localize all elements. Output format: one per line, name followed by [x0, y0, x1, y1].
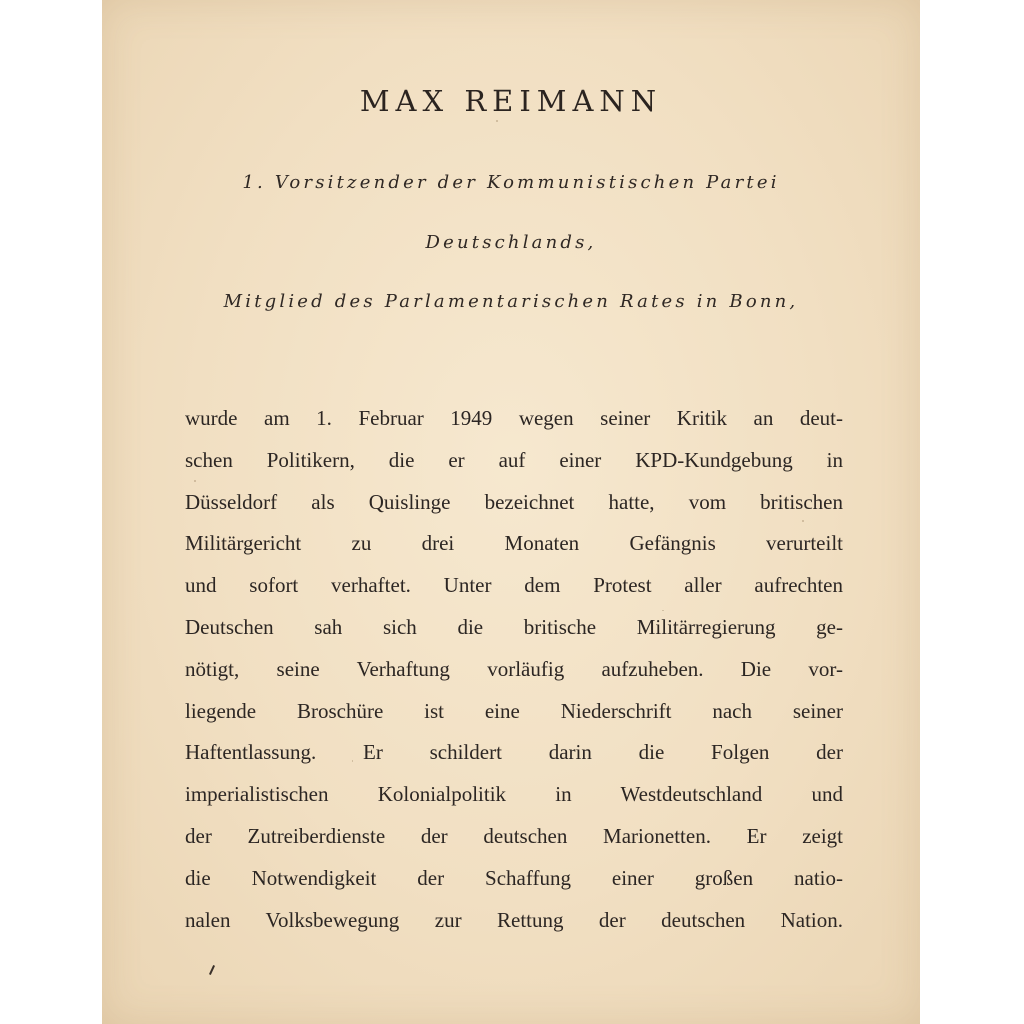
subtitle-line-2: Deutschlands, — [425, 232, 597, 253]
body-line: wurde am 1. Februar 1949 wegen seiner Kritik an deut- — [185, 406, 843, 430]
paper-fleck — [496, 120, 498, 122]
paper-sheet — [102, 0, 920, 1024]
subtitle-line-3: Mitglied des Parlamentarischen Rates in Bonn, — [223, 291, 799, 312]
body-paragraph — [185, 398, 843, 941]
body-line: und sofort verhaftet. Unter dem Protest aller aufrechten — [185, 573, 843, 598]
body-line: Düsseldorf als Quislinge bezeichnet hatte, vom britischen — [185, 489, 843, 514]
body-line: nötigt, seine Verhaftung vorläufig aufzuheben. Die vor- — [185, 656, 843, 681]
body-line: der Zutreiberdienste der deutschen Marionetten. Er zeigt — [185, 823, 843, 848]
body-line: Deutschen sah sich die britische Militärregierung ge- — [185, 614, 843, 639]
body-line: Militärgericht zu drei Monaten Gefängnis verurteilt — [185, 531, 843, 556]
body-line: liegende Broschüre ist eine Niederschrift nach seiner — [185, 698, 843, 723]
body-line: schen Politikern, die er auf einer KPD-Kundgebung in — [185, 447, 843, 472]
body-line: die Notwendigkeit der Schaffung einer großen natio- — [185, 865, 843, 890]
author-name-heading: MAX REIMANN — [359, 84, 663, 118]
body-line: nalen Volksbewegung zur Rettung der deutschen Nation. — [185, 907, 843, 932]
body-line: imperialistischen Kolonialpolitik in Westdeutschland und — [185, 782, 843, 807]
subtitle-line-1: 1. Vorsitzender der Kommunistischen Partei — [242, 172, 780, 193]
body-line: Haftentlassung. Er schildert darin die Folgen der — [185, 740, 843, 765]
